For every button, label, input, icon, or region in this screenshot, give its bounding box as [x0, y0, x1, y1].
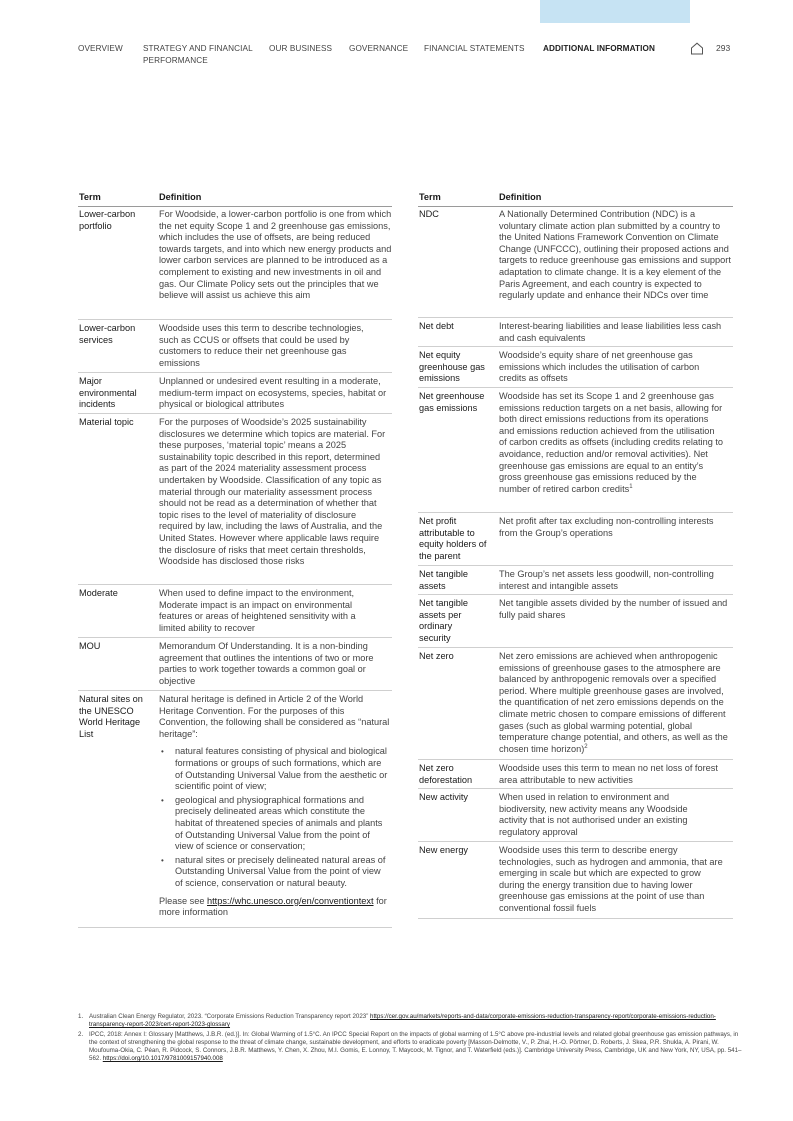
term: Net tangible assets: [419, 569, 469, 591]
nav-financial-statements[interactable]: FINANCIAL STATEMENTS: [424, 44, 525, 53]
col-definition-header: Definition: [159, 192, 202, 202]
bullet-list: [159, 746, 390, 889]
col-definition-header: Definition: [499, 192, 542, 202]
definition: Unplanned or undesired event resulting in a moderate, medium-term impact on ecosystems, species, habitat or physical or biological attributes: [159, 376, 387, 410]
definition: When used to define impact to the environment, Moderate impact is an impact on environmental features or areas of heightened sensitivity with a limited ability to recover: [159, 588, 356, 633]
see-prefix: Please see: [159, 895, 208, 906]
footnote-link[interactable]: https://doi.org/10.1017/9781009157940.008: [102, 1055, 223, 1063]
term: Moderate: [79, 588, 118, 598]
definition: The Group’s net assets less goodwill, non-controlling interest and intangible assets: [499, 569, 714, 591]
table-row: [78, 414, 392, 585]
list-item: • geological and physiographical formations and precisely delineated areas which constitute the habitat of threatened species of animals and plants of Outstanding Universal Value from the point of view of science or conservation;: [175, 795, 390, 853]
list-item: • natural sites or precisely delineated natural areas of Outstanding Universal Value from the point of view of science, conservation or natural beauty.: [175, 855, 390, 890]
table-row: [418, 760, 733, 789]
table-row: [78, 206, 392, 320]
table-row: [418, 648, 733, 760]
term: Net profit attributable to equity holders of the parent: [419, 516, 487, 561]
term: Net debt: [419, 321, 454, 331]
term: Net greenhouse gas emissions: [419, 391, 485, 413]
definition: [499, 651, 733, 755]
term: Lower-carbon portfolio: [79, 209, 136, 231]
glossary-table-left: [78, 192, 392, 918]
active-section-tab: [540, 0, 690, 23]
definition: Net tangible assets divided by the number of issued and fully paid shares: [499, 598, 728, 620]
nav-our-business[interactable]: OUR BUSINESS: [269, 44, 333, 53]
home-icon[interactable]: [690, 42, 704, 55]
table-row: [418, 595, 733, 648]
nav-strategy[interactable]: STRATEGY AND FINANCIAL PERFORMANCE: [143, 44, 253, 65]
nav-additional-information[interactable]: ADDITIONAL INFORMATION: [543, 44, 655, 53]
see-more: [159, 896, 390, 919]
definition-text: Natural heritage is defined in Article 2 of the World Heritage Convention. For the purposes of this Convention, the following shall be considered as “natural heritage”:: [159, 694, 390, 739]
term: Lower-carbon services: [79, 323, 136, 345]
term: New energy: [419, 845, 469, 855]
table-row: [78, 585, 392, 638]
table-row: [418, 388, 733, 513]
footnote-number: 2.: [78, 1031, 84, 1038]
table-row: [418, 566, 733, 595]
definition: Woodside’s equity share of net greenhouse gas emissions which includes the utilisation of carbon credits as offsets: [499, 350, 700, 384]
table-row: [78, 638, 392, 691]
term: Net tangible assets per ordinary security: [419, 598, 469, 643]
definition: For the purposes of Woodside’s 2025 sustainability disclosures we determine which topics are material. For these purposes, ‘material topic’ means a 2025 sustainability topic described in this report, determined as part of the 2024 materiality assessment process undertaken by Woodside. Classification of any topic as material through our materiality assessment process should not be read as a determination of whether that topic rises to the level of materiality of disclosure required by law, including the laws of Australia, and the United States. However where applicable laws require the disclosure of risks that meet certain thresholds, Woodside has disclosed those risks: [159, 417, 386, 567]
table-row: [418, 347, 733, 388]
unesco-link[interactable]: https://whc.unesco.org/en/conventiontext: [207, 895, 374, 906]
table-row: [418, 842, 733, 919]
footnote-citation: Australian Clean Energy Regulator, 2023. “Corporate Emissions Reduction Transparency report 2023”: [89, 1013, 370, 1020]
term: New activity: [419, 792, 469, 802]
footnote-number: 1.: [78, 1013, 84, 1020]
col-term-header: Term: [419, 192, 441, 202]
definition: Woodside uses this term to describe energy technologies, such as hydrogen and ammonia, that are emerging in scale but which are expected to grow during the energy transition due to having lower greenhouse gas emissions at the point of use than conventional fossil fuels: [499, 845, 723, 913]
footnote-text: [89, 1031, 746, 1063]
term: Net zero deforestation: [419, 763, 473, 785]
definition: [499, 391, 724, 495]
col-term-header: Term: [79, 192, 101, 202]
table-row: [418, 789, 733, 842]
page-number: 293: [716, 43, 731, 53]
list-item: • natural features consisting of physical and biological formations or groups of such formations, which are of Outstanding Universal Value from the aesthetic or scientific point of view;: [175, 746, 390, 792]
term: Material topic: [79, 417, 134, 427]
table-header: [78, 192, 392, 207]
table-row: [78, 691, 392, 928]
definition: When used in relation to environment and biodiversity, new activity means any Woodside activity that is not authorised under an existing regulatory approval: [499, 792, 688, 837]
definition: For Woodside, a lower-carbon portfolio is one from which the net equity Scope 1 and 2 greenhouse gas emissions, which includes the use of offsets, are being reduced towards targets, and into which new energy products and lower carbon services are planned to be introduced as a complement to existing and new investments in oil and gas. Our Climate Policy sets out the principles that we believe will assist us achieve this aim: [159, 209, 392, 301]
footnote-link[interactable]: https://cer.gov.au/markets/reports-and-data/corporate-emissions-reduction-transparency-report/corporate-emissions-reduction-transparency-report-2023/cert-report-2023-glossary: [89, 1013, 716, 1029]
table-row: [418, 513, 733, 566]
table-row: [418, 206, 733, 318]
definition-text: Woodside has set its Scope 1 and 2 greenhouse gas emissions reduction targets on a net basis, allowing for both direct emissions reductions from its operations and emissions reduction achieved from the utilisation of carbon credits as offsets (including credits relating to avoidance, reduction and/or removal activities). Net greenhouse gas emissions are equal to an entity’s gross greenhouse gas emissions reduced by the number of retired carbon credits: [499, 391, 724, 494]
definition: A Nationally Determined Contribution (NDC) is a voluntary climate action plan submitted by a country to the United Nations Framework Convention on Climate Change (UNFCCC), outlining their proposed actions and targets to reduce greenhouse gas emissions and support adaptation to climate change. It is a key element of the Paris Agreement, and each country is expected to regularly update and enhance their NDCs over time: [499, 209, 731, 301]
term: Net equity greenhouse gas emissions: [419, 350, 485, 384]
glossary-table-right: [418, 192, 733, 913]
nav-overview[interactable]: OVERVIEW: [78, 44, 123, 53]
footnote-1: [78, 1013, 746, 1031]
definition: [159, 694, 390, 919]
term: Major environmental incidents: [79, 376, 137, 410]
definition: Net profit after tax excluding non-controlling interests from the Group’s operations: [499, 516, 714, 538]
definition: Memorandum Of Understanding. It is a non-binding agreement that outlines the intentions of two or more parties to work together towards a common goal or objective: [159, 641, 374, 686]
definition-text: Net zero emissions are achieved when anthropogenic emissions of greenhouse gases to the atmosphere are balanced by anthropogenic removals over a specified period. Where multiple greenhouse gases are involved, the quantification of net zero emissions depends on the climate metric chosen to compare emissions of different gases (such as global warming potential, global temperature change potential, and others, as well as the chosen time horizon): [499, 651, 728, 754]
term: NDC: [419, 209, 439, 219]
see-suffix: for more information: [159, 895, 387, 918]
table-row: [418, 318, 733, 347]
table-row: [78, 373, 392, 414]
table-row: [78, 320, 392, 373]
footnote-2: [78, 1031, 746, 1067]
nav-governance[interactable]: GOVERNANCE: [349, 44, 409, 53]
definition: Woodside uses this term to mean no net loss of forest area attributable to new activities: [499, 763, 718, 785]
footnote-citation: IPCC, 2018: Annex I: Glossary [Matthews, J.B.R. (ed.)]. In: Global Warming of 1.5°C. An IPCC Special Report on the impacts of global warming of 1.5°C above pre-industrial levels and related global greenhouse gas emission pathways, in the context of strengthening the global response to the threat of climate change, sustainable development, and efforts to eradicate poverty [Masson-Delmotte, V., P. Zhai, H.-O. Pörtner, D. Roberts, J. Skea, P.R. Shukla, A. Pirani, W. Moufouma-Okia, C. Péan, R. Pidcock, S. Connors, J.B.R. Matthews, Y. Chen, X. Zhou, M.I. Gomis, E. Lonnoy, T. Maycock, M. Tignor, and T. Waterfield (eds.)]. Cambridge University Press, Cambridge, UK and New York, NY, USA, pp. 541–562.: [89, 1031, 742, 1063]
term: Natural sites on the UNESCO World Heritage List: [79, 694, 143, 739]
footnote-ref: 2: [584, 743, 588, 750]
term: MOU: [79, 641, 101, 651]
definition: Woodside uses this term to describe technologies, such as CCUS or offsets that could be used by customers to reduce their net greenhouse gas emissions: [159, 323, 364, 368]
table-header: [418, 192, 733, 207]
footnote-text: [89, 1013, 746, 1029]
term: Net zero: [419, 651, 454, 661]
footnote-ref: 1: [629, 483, 633, 490]
definition: Interest-bearing liabilities and lease liabilities less cash and cash equivalents: [499, 321, 722, 343]
